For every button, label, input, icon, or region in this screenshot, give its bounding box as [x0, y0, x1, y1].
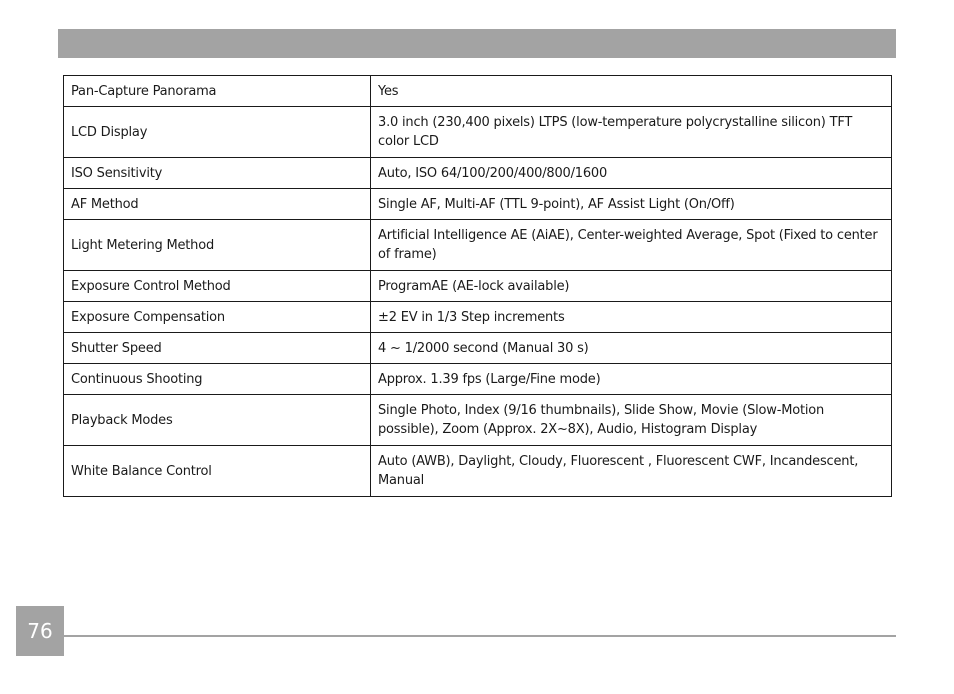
- spec-value: Artificial Intelligence AE (AiAE), Center-weighted Average, Spot (Fixed to center of frame): [371, 220, 892, 271]
- spec-value: Approx. 1.39 fps (Large/Fine mode): [371, 364, 892, 395]
- spec-label: Pan-Capture Panorama: [64, 76, 371, 107]
- table-row: [64, 189, 892, 220]
- table-row: [64, 220, 892, 271]
- table-row: [64, 302, 892, 333]
- specifications-table: [63, 75, 892, 497]
- table-row: [64, 107, 892, 158]
- spec-value: Single AF, Multi-AF (TTL 9-point), AF Assist Light (On/Off): [371, 189, 892, 220]
- spec-label: Shutter Speed: [64, 333, 371, 364]
- spec-label: Exposure Control Method: [64, 271, 371, 302]
- header-bar: [58, 29, 896, 58]
- table-row: [64, 395, 892, 446]
- spec-label: White Balance Control: [64, 446, 371, 497]
- spec-label: Continuous Shooting: [64, 364, 371, 395]
- spec-value: Auto (AWB), Daylight, Cloudy, Fluorescent , Fluorescent CWF, Incandescent, Manual: [371, 446, 892, 497]
- spec-label: Playback Modes: [64, 395, 371, 446]
- table-row: [64, 333, 892, 364]
- spec-label: Light Metering Method: [64, 220, 371, 271]
- spec-value: ProgramAE (AE-lock available): [371, 271, 892, 302]
- footer-rule: [64, 635, 896, 637]
- table-row: [64, 76, 892, 107]
- spec-value: ±2 EV in 1/3 Step increments: [371, 302, 892, 333]
- spec-label: Exposure Compensation: [64, 302, 371, 333]
- spec-value: Yes: [371, 76, 892, 107]
- spec-label: ISO Sensitivity: [64, 158, 371, 189]
- page-number: 76: [16, 606, 64, 656]
- table-row: [64, 446, 892, 497]
- spec-value: 3.0 inch (230,400 pixels) LTPS (low-temperature polycrystalline silicon) TFT color LCD: [371, 107, 892, 158]
- spec-value: 4 ~ 1/2000 second (Manual 30 s): [371, 333, 892, 364]
- spec-value: Auto, ISO 64/100/200/400/800/1600: [371, 158, 892, 189]
- spec-label: AF Method: [64, 189, 371, 220]
- table-row: [64, 158, 892, 189]
- spec-label: LCD Display: [64, 107, 371, 158]
- spec-value: Single Photo, Index (9/16 thumbnails), Slide Show, Movie (Slow-Motion possible), Zoom (Approx. 2X~8X), Audio, Histogram Display: [371, 395, 892, 446]
- table-row: [64, 271, 892, 302]
- table-row: [64, 364, 892, 395]
